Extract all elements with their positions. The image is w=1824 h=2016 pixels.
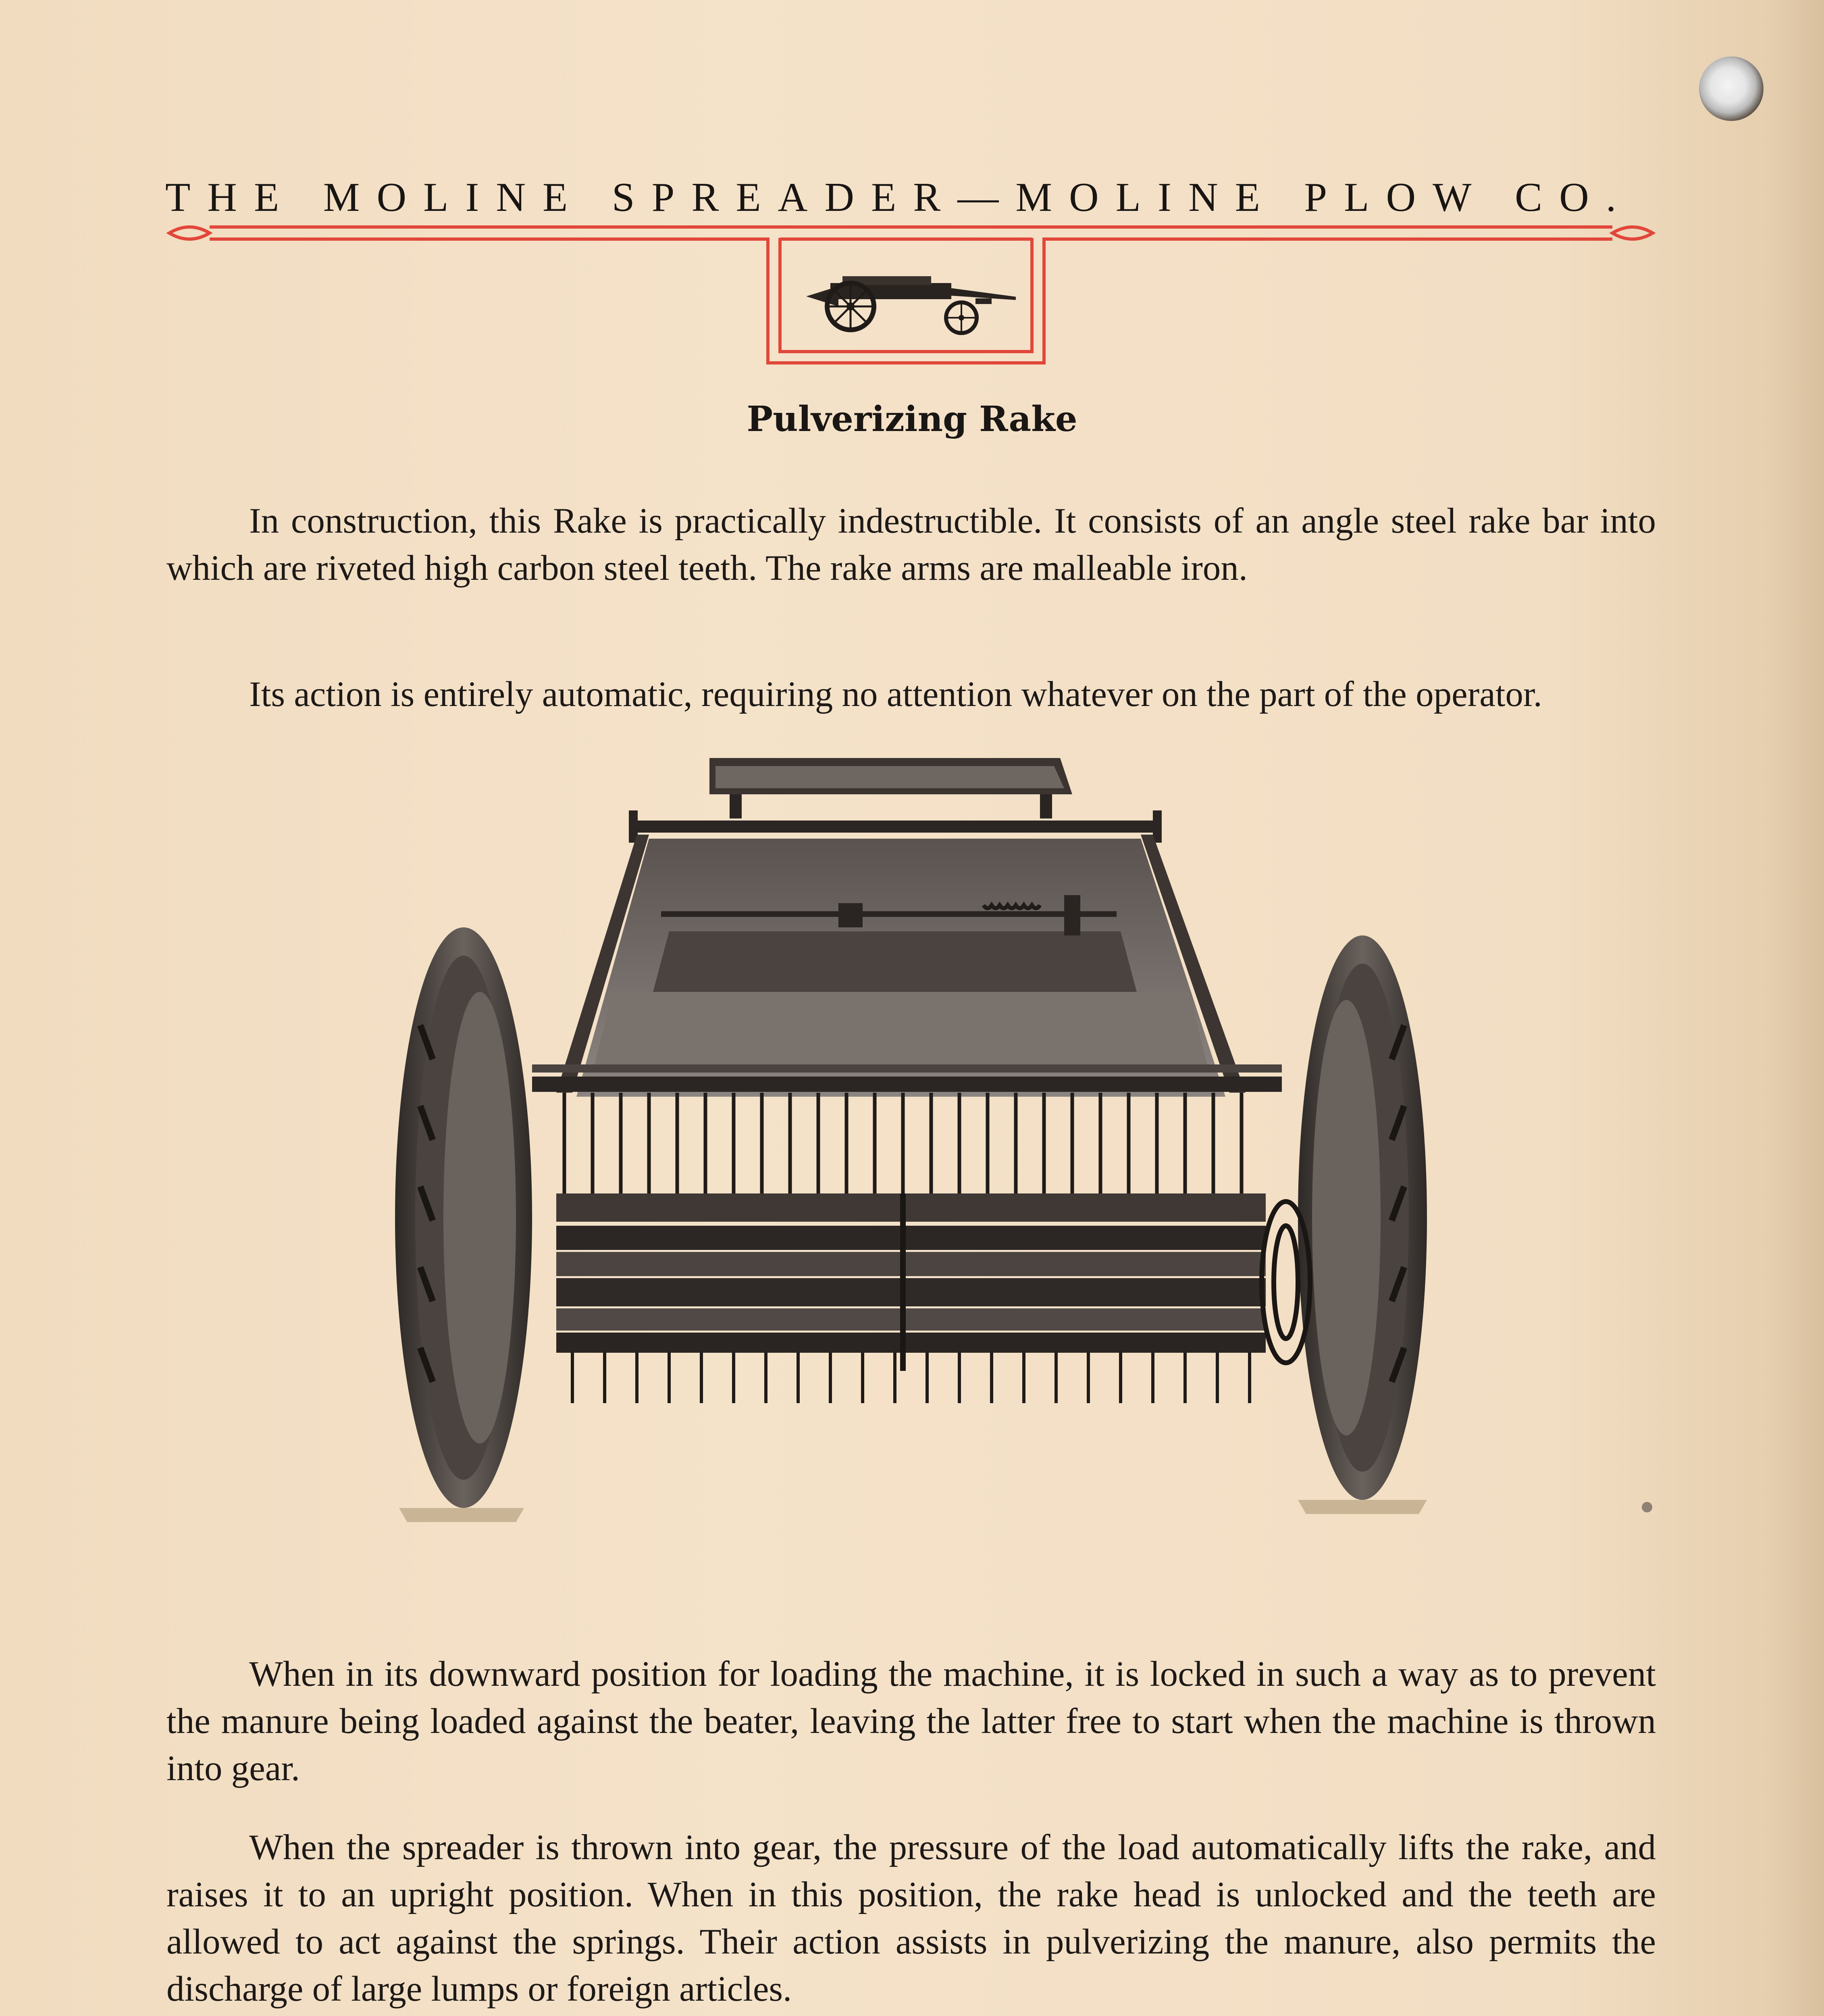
spreader-rake-illustration [387,742,1435,1572]
paragraph-thrown-into-gear: When the spreader is thrown into gear, the pressure of the load automatically lifts the rake, and raises it to an upright position. When in this position, the rake head is unlocked and the teeth are allowed to act against the springs. Their action assists in pulverizing the manure, also permits the discharge of large lumps or foreign articles. [166,1828,1656,2009]
paragraph-downward-position: When in its downward position for loading the machine, it is locked in such a way as to prevent the manure being loaded against the beater, leaving the latter free to start when the machine is thrown into gear. [166,1654,1656,1788]
rake-teeth [564,1093,1242,1193]
header-spreader-icon [806,276,1016,333]
left-wheel [395,927,532,1508]
section-title: Pulverizing Rake [747,399,1077,439]
paragraph-construction: In construction, this Rake is practically indestructible. It consists of an angle steel rake bar into which are riveted high carbon steel teeth. The rake arms are malleable iron. [166,501,1656,588]
upper-cross-bar [629,821,1161,833]
beater [556,1193,1266,1371]
right-wheel-shadow [1298,1500,1427,1514]
right-wheel [1298,935,1427,1500]
seat [709,758,1072,818]
left-wheel-shadow [399,1508,524,1522]
rake-head-bar [532,1077,1282,1092]
lower-teeth [572,1353,1250,1403]
paragraph-action: Its action is entirely automatic, requiring no attention whatever on the part of the operator. [249,675,1542,714]
running-head: THE MOLINE SPREADER—MOLINE PLOW CO. [165,175,1633,220]
